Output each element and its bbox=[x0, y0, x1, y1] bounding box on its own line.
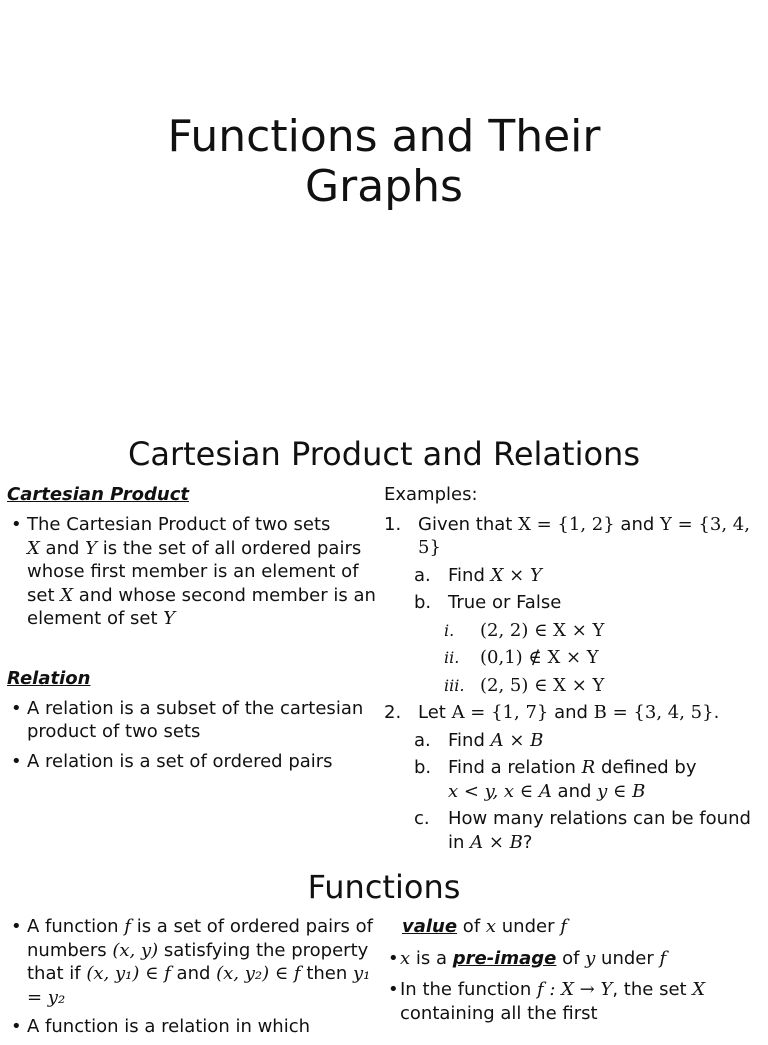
section-heading-functions: Functions bbox=[307, 868, 461, 906]
example-1a: a. Find X × Y bbox=[414, 564, 542, 586]
example-2b: b. Find a relation R defined by x < y, x ∈ A and y ∈ B bbox=[414, 757, 697, 802]
function-relation-bullet: • A function is a relation in which bbox=[7, 1015, 375, 1039]
examples-column bbox=[384, 483, 754, 858]
value-line: value of x under f bbox=[402, 916, 567, 937]
cartesian-definition-bullet: • The Cartesian Product of two sets X and Y is the set of all ordered pairs whose first member is an element of set X and whose second member is an element of set Y bbox=[7, 513, 379, 631]
section-heading-cartesian: Cartesian Product and Relations bbox=[128, 435, 640, 473]
example-1: 1. Given that X = {1, 2} and Y = {3, 4, 5} bbox=[384, 513, 750, 558]
relation-heading: Relation bbox=[7, 667, 91, 689]
example-2a: a. Find A × B bbox=[414, 729, 544, 751]
example-1b: b. True or False bbox=[414, 592, 562, 613]
example-2c: c. How many relations can be found in A × B? bbox=[414, 808, 751, 853]
example-2: 2. Let A = {1, 7} and B = {3, 4, 5}. bbox=[384, 702, 720, 723]
relation-bullet-1: • A relation is a subset of the cartesian product of two sets bbox=[7, 697, 379, 744]
pre-image-bullet: • x is a pre-image of y under f bbox=[384, 947, 754, 971]
cartesian-left-column bbox=[7, 483, 379, 779]
relation-bullet-2: • A relation is a set of ordered pairs bbox=[7, 750, 379, 774]
examples-label: Examples: bbox=[384, 484, 478, 505]
example-1b-ii: ii. (0,1) ∉ X × Y bbox=[444, 647, 599, 668]
title-line-1: Functions and Their bbox=[167, 111, 601, 162]
functions-left-column bbox=[7, 915, 375, 1045]
example-1b-iii: iii. (2, 5) ∈ X × Y bbox=[444, 674, 605, 696]
function-definition-bullet: • A function f is a set of ordered pairs of numbers (x, y) satisfying the property that if (x, y₁) ∈ f and (x, y₂) ∈ f then y₁ = y₂ bbox=[7, 915, 375, 1009]
cartesian-product-heading: Cartesian Product bbox=[7, 484, 190, 505]
slide-title bbox=[0, 112, 768, 212]
title-line-2: Graphs bbox=[305, 161, 463, 212]
domain-bullet: • In the function f : X → Y, the set X containing all the first bbox=[384, 978, 754, 1025]
example-1b-i: i. (2, 2) ∈ X × Y bbox=[444, 619, 605, 641]
functions-right-column bbox=[384, 915, 754, 1031]
